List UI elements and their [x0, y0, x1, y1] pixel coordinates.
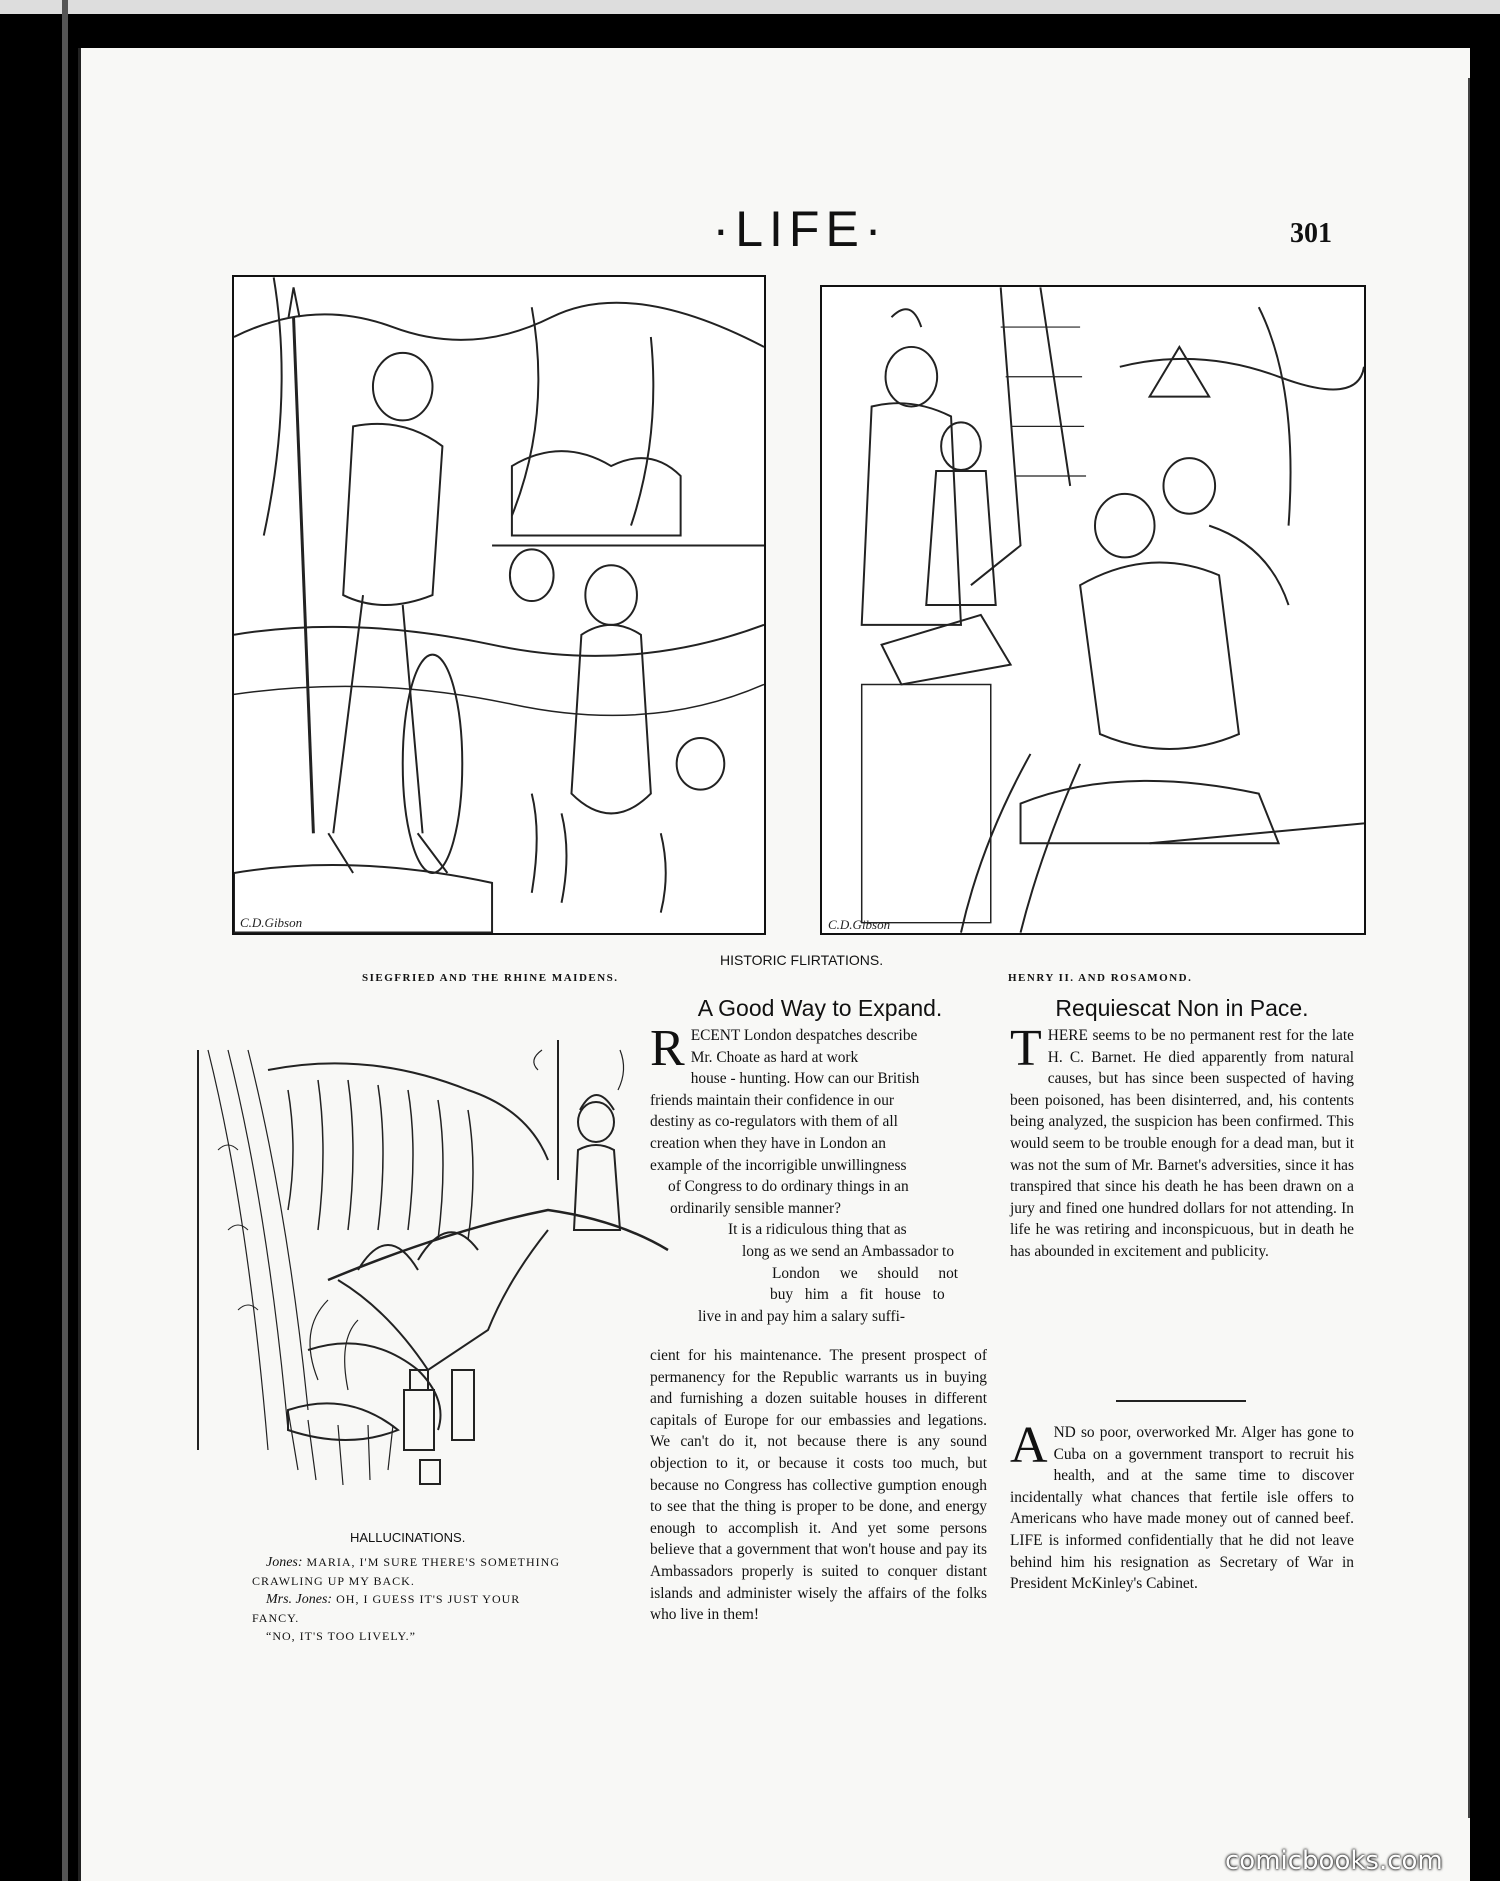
dialog-text-1: MARIA, I'M SURE THERE'S SOMETHING: [306, 1555, 560, 1569]
line-a0: ECENT London despatches describe: [690, 1027, 918, 1044]
dropcap-t: T: [1010, 1020, 1042, 1077]
hallucinations-cartoon: [188, 1030, 688, 1530]
line-a9: It is a ridiculous thing that as: [728, 1221, 907, 1239]
dialog-text-3: OH, I GUESS IT'S JUST YOUR: [336, 1592, 521, 1606]
line-a3: friends maintain their confidence in our: [650, 1091, 895, 1109]
illustration-siegfried: [232, 275, 766, 935]
site-watermark: comicbooks.com: [1225, 1846, 1443, 1876]
requiescat-text: HERE seems to be no permanent rest for the late H. C. Barnet. He died apparently from natural causes, but has since been suspected of having been poisoned, has been disinterred, and, his contents being analyzed, the suspicion has been confirmed. This would seem to be trouble enough for a dead man, but it was not the sum of Mr. Barnet's adversities, since it has transpired that since his death he has been drawn on a jury and fined one hundred dollars for not attending. In life he was retiring and inconspicuous, but in death he has abounded in excitement and publicity.: [1010, 1027, 1354, 1260]
article-body-requiescat: [1010, 1020, 1354, 1263]
line-a4: destiny as co-regulators with them of all: [650, 1113, 898, 1131]
line-a12: buy him a fit house to: [770, 1286, 945, 1304]
dialog-line-5: “NO, IT'S TOO LIVELY.”: [266, 1629, 416, 1643]
historic-flirtations-caption: HISTORIC FLIRTATIONS.: [720, 952, 884, 968]
hallucinations-drawing: [188, 1030, 688, 1530]
left-signature: C.D.Gibson: [240, 915, 303, 930]
dialog-line-2: CRAWLING UP MY BACK.: [252, 1574, 415, 1588]
left-illustration-caption: SIEGFRIED AND THE RHINE MAIDENS.: [362, 972, 619, 984]
masthead: ·LIFE·: [712, 201, 888, 257]
right-illustration-caption: HENRY II. AND ROSAMOND.: [1008, 972, 1193, 984]
line-a13: live in and pay him a salary suffi-: [698, 1307, 906, 1325]
section-divider: [1116, 1400, 1246, 1402]
binding-edge: [62, 0, 68, 1881]
speaker-jones: Jones:: [266, 1555, 303, 1570]
article-title-expand: A Good Way to Expand.: [697, 995, 943, 1021]
line-a1: Mr. Choate as hard at work: [690, 1048, 859, 1066]
dialog-line-3: [252, 1590, 622, 1609]
top-strip: [0, 0, 1500, 14]
page-edge: [1468, 78, 1470, 1818]
article-body-expand-bottom: cient for his maintenance. The present prospect of permanency for the Republic warrants us in buying and furnishing a dozen suitable houses in different capitals of Europe for our embassies and legations. We can't do it, not because there is any sound objection to it, or because it costs too much, but because no Congress has collective gumption enough to see that the thing is proper to be done, and energy enough to accomplish it. And yet some persons believe that a government that won't house and pay its Ambassadors properly is suited to conquer distant islands and administer wisely the affairs of the folks who live in them!: [650, 1347, 987, 1624]
speaker-mrs-jones: Mrs. Jones:: [266, 1592, 333, 1607]
dialog-line-1: [252, 1553, 622, 1572]
dropcap-a: A: [1010, 1417, 1048, 1474]
line-a10: long as we send an Ambassador to: [742, 1242, 955, 1260]
page-number: 301: [1290, 218, 1332, 249]
article-body-expand-top: [650, 1020, 987, 1327]
alger-text: ND so poor, overworked Mr. Alger has gone to Cuba on a government transport to recruit his health, and at the same time to discover incidentally what chances that fertile isle offers to Americans who have made money out of canned beef. LIFE is informed confidentially that he did not leave behind him his resignation as Secretary of War in President McKinley's Cabinet.: [1010, 1424, 1354, 1593]
line-a7: of Congress to do ordinary things in an: [668, 1178, 909, 1196]
article-body-alger: [1010, 1417, 1354, 1595]
line-a8: ordinarily sensible manner?: [670, 1199, 841, 1217]
line-a6: example of the incorrigible unwillingness: [650, 1156, 907, 1174]
hallucinations-dialog: [252, 1553, 622, 1645]
dropcap-r: R: [650, 1020, 685, 1077]
line-a11: London we should not: [772, 1264, 959, 1282]
article-title-requiescat: Requiescat Non in Pace.: [1055, 995, 1309, 1021]
hallucinations-title: HALLUCINATIONS.: [350, 1530, 466, 1545]
dialog-line-4: FANCY.: [252, 1611, 300, 1625]
line-a2: house - hunting. How can our British: [690, 1070, 920, 1088]
siegfried-drawing: [234, 277, 764, 933]
henry-rosamond-drawing: [822, 287, 1364, 933]
line-a5: creation when they have in London an: [650, 1134, 886, 1152]
right-signature: C.D.Gibson: [828, 917, 891, 932]
illustration-henry-rosamond: [820, 285, 1366, 935]
